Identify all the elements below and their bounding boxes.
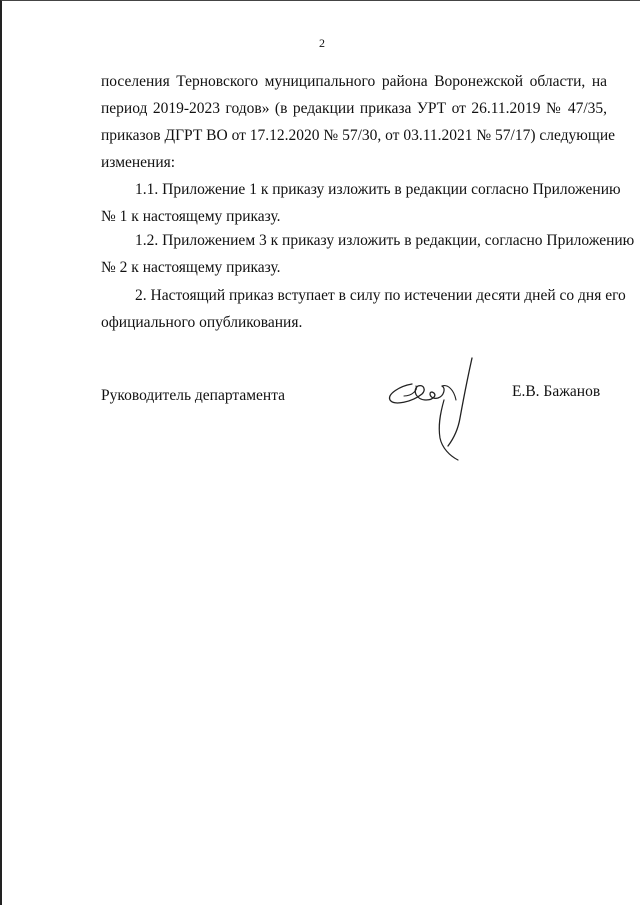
handwritten-signature bbox=[382, 356, 482, 466]
page-number: 2 bbox=[319, 36, 325, 50]
position-title: Руководитель департамента bbox=[101, 387, 286, 404]
body-line-1: поселения Терновского муниципального района Воронежской области, на bbox=[101, 73, 607, 90]
body-line-7: 1.2. Приложением 3 к приказу изложить в редакции, согласно Приложению bbox=[135, 232, 635, 249]
body-line-3: приказов ДГРТ ВО от 17.12.2020 № 57/30, от 03.11.2021 № 57/17) следующие bbox=[101, 127, 615, 144]
body-line-2: период 2019-2023 годов» (в редакции приказа УРТ от 26.11.2019 № 47/35, bbox=[101, 100, 607, 117]
signer-name: Е.В. Бажанов bbox=[512, 383, 601, 400]
body-line-8: № 2 к настоящему приказу. bbox=[101, 259, 281, 276]
body-line-10: официального опубликования. bbox=[101, 314, 303, 331]
body-line-6: № 1 к настоящему приказу. bbox=[101, 208, 281, 225]
body-line-9: 2. Настоящий приказ вступает в силу по истечении десяти дней со дня его bbox=[135, 287, 626, 304]
body-line-4: изменения: bbox=[101, 154, 176, 171]
body-line-5: 1.1. Приложение 1 к приказу изложить в редакции согласно Приложению bbox=[135, 181, 621, 198]
